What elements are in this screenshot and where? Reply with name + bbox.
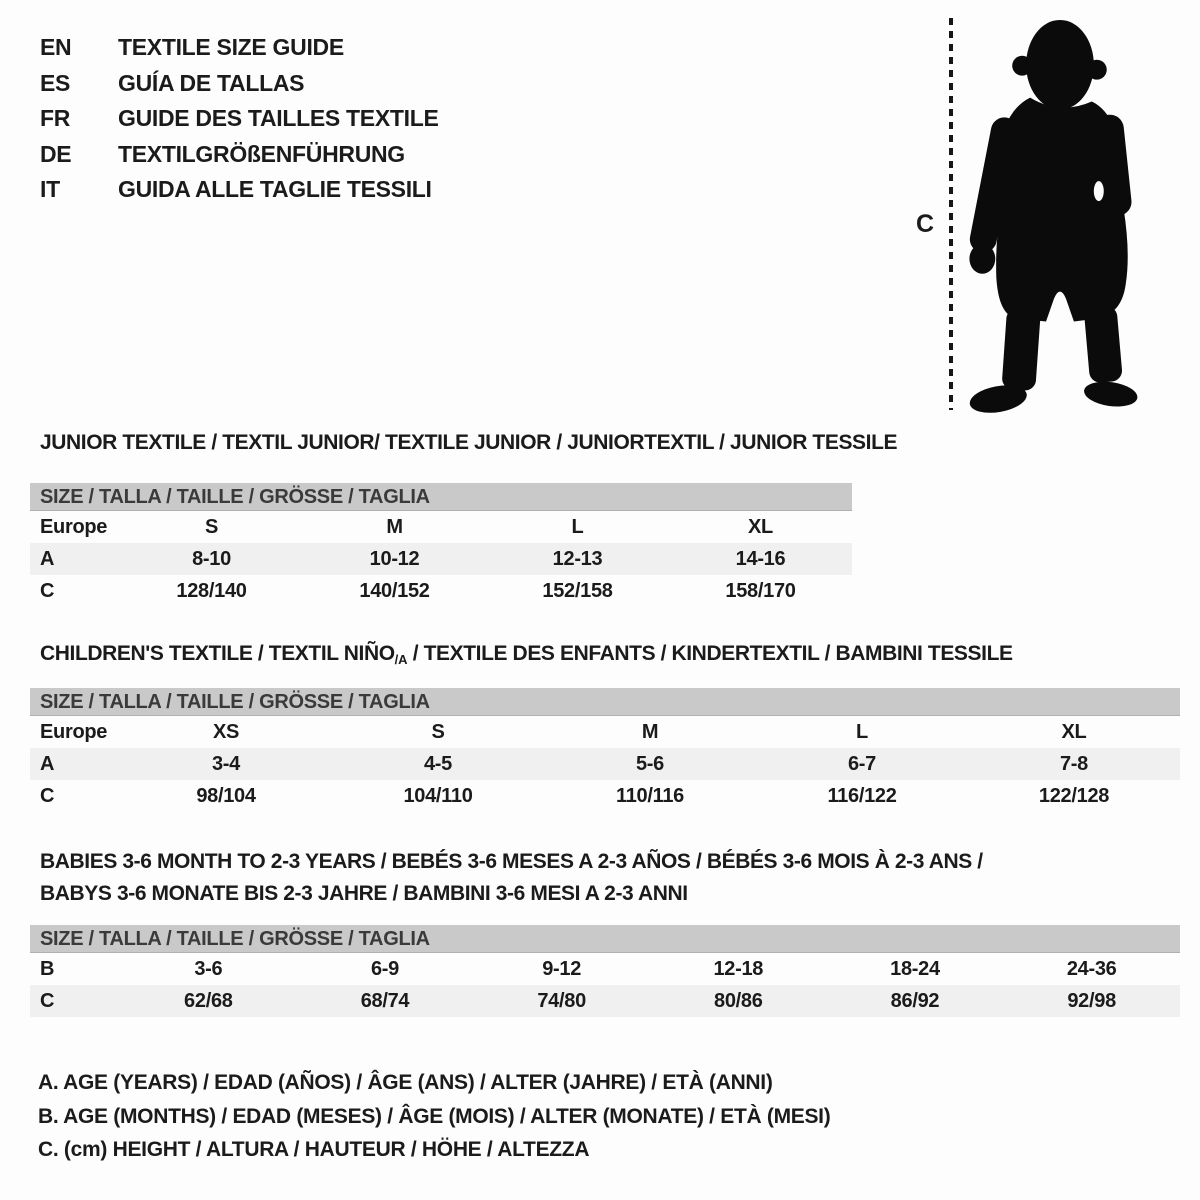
legend-line-a: A. AGE (YEARS) / EDAD (AÑOS) / ÂGE (ANS) / ALTER (JAHRE) / ETÀ (ANNI)	[38, 1071, 773, 1094]
size-cell: 18-24	[890, 957, 940, 980]
language-label: TEXTILE SIZE GUIDE	[118, 34, 344, 60]
size-cell: M	[641, 720, 659, 743]
size-cell: 92/98	[1067, 989, 1116, 1012]
row-label: A	[40, 752, 55, 775]
children-title-text: CHILDREN'S TEXTILE / TEXTIL NIÑO	[40, 642, 395, 665]
size-cell: 14-16	[735, 547, 786, 570]
table-row	[30, 511, 852, 543]
size-cell: 98/104	[196, 784, 256, 807]
size-cell: 122/128	[1038, 784, 1110, 807]
legend-line-c: C. (cm) HEIGHT / ALTURA / HAUTEUR / HÖHE / ALTEZZA	[38, 1138, 590, 1161]
row-label: Europe	[40, 515, 108, 538]
size-cell: 6-9	[370, 957, 399, 980]
size-cell: 86/92	[890, 989, 940, 1012]
junior-section-title: JUNIOR TEXTILE / TEXTIL JUNIOR/ TEXTILE JUNIOR / JUNIORTEXTIL / JUNIOR TESSILE	[40, 431, 898, 454]
table-row	[30, 953, 1180, 985]
size-cell: 158/170	[725, 579, 796, 602]
toddler-silhouette-image	[960, 10, 1150, 420]
size-header-bar: SIZE / TALLA / TAILLE / GRÖSSE / TAGLIA	[30, 483, 852, 511]
row-label: C	[40, 989, 55, 1012]
size-cell: XL	[748, 515, 773, 538]
language-label: GUÍA DE TALLAS	[118, 69, 305, 96]
row-label: Europe	[40, 720, 108, 743]
size-cell: S	[204, 515, 219, 538]
size-cell: S	[431, 720, 445, 743]
size-cell: 3-6	[194, 957, 223, 980]
language-code: EN	[40, 34, 72, 60]
language-code: ES	[40, 69, 71, 96]
size-header-bar: SIZE / TALLA / TAILLE / GRÖSSE / TAGLIA	[30, 688, 1180, 716]
language-row-es	[40, 66, 439, 102]
size-cell: 80/86	[714, 989, 763, 1012]
size-cell: M	[386, 515, 403, 538]
language-code: IT	[40, 176, 60, 202]
language-row-it	[40, 172, 439, 208]
size-cell: 128/140	[176, 579, 247, 602]
language-row-en	[40, 30, 439, 66]
children-section-title	[40, 642, 1013, 667]
size-cell: 116/122	[827, 784, 897, 807]
language-code: DE	[40, 140, 72, 167]
height-dashed-line	[949, 18, 953, 410]
junior-size-table	[30, 483, 852, 607]
size-cell: XL	[1061, 720, 1087, 743]
language-row-de	[40, 137, 439, 173]
height-measure-label: C	[916, 210, 934, 238]
size-cell: 3-4	[211, 752, 240, 775]
size-cell: 74/80	[537, 989, 586, 1012]
size-cell: 6-7	[847, 752, 876, 775]
language-label: TEXTILGRÖßENFÜHRUNG	[118, 140, 405, 167]
size-cell: 152/158	[542, 579, 613, 602]
size-cell: L	[571, 515, 584, 538]
size-cell: 9-12	[542, 957, 582, 980]
size-header-bar: SIZE / TALLA / TAILLE / GRÖSSE / TAGLIA	[30, 925, 1180, 953]
row-label: A	[40, 547, 55, 570]
size-cell: 12-13	[552, 547, 603, 570]
size-cell: 62/68	[184, 989, 233, 1012]
children-title-subscript: /A	[394, 652, 408, 667]
language-title-block	[40, 30, 439, 208]
babies-size-table	[30, 925, 1180, 1017]
babies-title-line2: BABYS 3-6 MONATE BIS 2-3 JAHRE / BAMBINI 3-6 MESI A 2-3 ANNI	[40, 882, 688, 905]
language-code: FR	[40, 105, 71, 131]
size-cell: XS	[212, 720, 240, 743]
language-label: GUIDE DES TAILLES TEXTILE	[118, 105, 439, 131]
size-cell: 12-18	[713, 957, 764, 980]
language-row-fr	[40, 101, 439, 137]
row-label: B	[40, 957, 55, 980]
children-size-table	[30, 688, 1180, 812]
language-label: GUIDA ALLE TAGLIE TESSILI	[118, 176, 432, 202]
legend-block	[38, 1066, 830, 1167]
size-cell: 4-5	[423, 752, 452, 775]
size-cell: 110/116	[616, 784, 684, 807]
size-cell: 7-8	[1059, 752, 1088, 775]
babies-section-title	[40, 846, 983, 910]
table-row	[30, 780, 1180, 812]
size-cell: 10-12	[369, 547, 420, 570]
children-title-text: / TEXTILE DES ENFANTS / KINDERTEXTIL / BAMBINI TESSILE	[407, 642, 1013, 665]
table-row	[30, 543, 852, 575]
size-cell: L	[856, 720, 868, 743]
legend-line-b: B. AGE (MONTHS) / EDAD (MESES) / ÂGE (MOIS) / ALTER (MONATE) / ETÀ (MESI)	[38, 1104, 831, 1128]
size-cell: 140/152	[359, 579, 430, 602]
size-cell: 68/74	[360, 989, 410, 1012]
size-cell: 24-36	[1066, 957, 1117, 980]
table-row	[30, 716, 1180, 748]
size-cell: 104/110	[403, 784, 473, 807]
row-label: C	[40, 579, 55, 602]
row-label: C	[40, 784, 55, 807]
table-row	[30, 575, 852, 607]
size-cell: 5-6	[635, 752, 664, 775]
babies-title-line1: BABIES 3-6 MONTH TO 2-3 YEARS / BEBÉS 3-6 MESES A 2-3 AÑOS / BÉBÉS 3-6 MOIS À 2-3 ANS /	[40, 850, 983, 873]
size-cell: 8-10	[192, 547, 231, 570]
table-row	[30, 748, 1180, 780]
table-row	[30, 985, 1180, 1017]
